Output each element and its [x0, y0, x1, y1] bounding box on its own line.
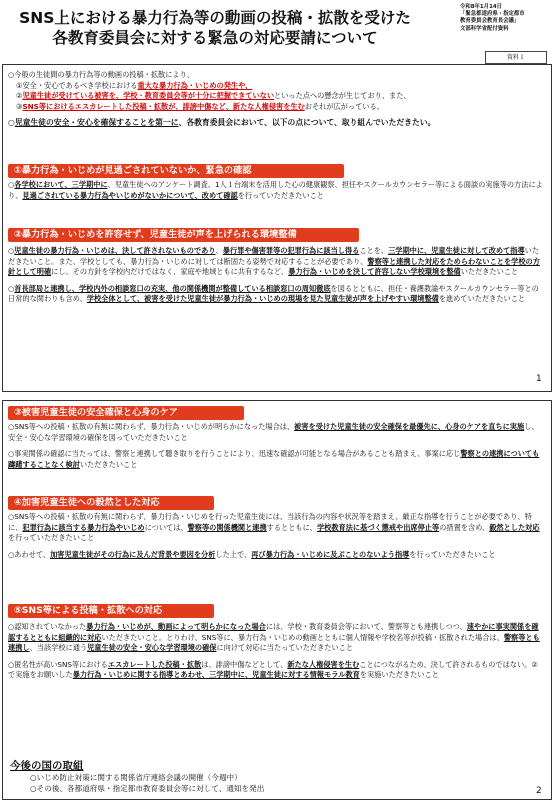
- future-actions-heading: 今後の国の取組: [10, 760, 84, 772]
- future-action-item: ○いじめ防止対策に関する関係省庁連絡会議の開催（今週中）: [30, 773, 242, 782]
- section-2-paragraph-1: ○児童生徒の暴力行為・いじめは、決して許されないものであり、暴行罪や傷害罪等の犯罪行為に該当し得ることを、三学期中に、児童生徒に対して改めて指導いただきたいこと。また、学校としても、暴力行為・いじめに対しては断固たる姿勢で対応することが必要であり、警察等と連携した対応をためらわないことを学校の方針として明確にし、その方針を学校内だけではなく、家庭や地域ともに共有するなど、暴力行為・いじめを決して許容しない学校環境を整備いただきたいこと: [8, 246, 540, 276]
- section-3-paragraph-1: ○SNS等への投稿・拡散の有無に関わらず、暴力行為・いじめが明らかになった場合は、被害を受けた児童生徒の安全確保を最優先に、心身のケアを直ちに実施し、安全・安心な学習環境の確保を図っていただきたいこと: [8, 422, 539, 442]
- meta-date: 令和8年1月14日: [460, 4, 502, 10]
- meeting-meta: [460, 4, 552, 33]
- section-4-body: [8, 512, 544, 560]
- page-title-line1: SNS上における暴力行為等の動画の投稿・拡散を受けた: [19, 9, 411, 27]
- section-3-heading: ③被害児童生徒の安全確保と心身のケア: [8, 406, 244, 420]
- intro-point-1: ①安全・安心であるべき学校における重大な暴力行為・いじめの発生や、: [16, 80, 253, 90]
- section-3-body: [8, 422, 544, 470]
- section-1-body: [8, 180, 544, 201]
- section-4-paragraph-1: ○SNS等への投稿・拡散の有無に関わらず、暴力行為・いじめを行った児童生徒には、当該行為の内容や状況等を踏まえ、厳正な指導を行うことが必要であり、特に、犯罪行為に該当する暴力行為やいじめについては、警察等の関係機関と連携するとともに、学校教育法に基づく懲戒や出席停止等の措置を含め、毅然とした対応を行っていただきたいこと: [8, 512, 540, 542]
- section-5-paragraph-1: ○認知されていなかった暴力行為・いじめが、動画によって明らかになった場合には、学校・教育委員会等において、警察等とも連携しつつ、速やかに事実関係を確認するとともに組織的に対応いただきたいこと。とりわけ、SNS等に、暴力行為・いじめの動画とともに個人情報や学校名等が投稿・拡散された場合は、警察等とも連携し、当該学校に通う児童生徒の安全・安心な学習環境の確保に向けて対応に当たっていただきたいこと: [8, 622, 540, 652]
- section-4-paragraph-2: ○あわせて、加害児童生徒がその行為に及んだ背景や要因を分析した上で、再び暴力行為・いじめに及ぶことのないよう指導を行っていただきたいこと: [8, 549, 496, 559]
- meta-line: 教育委員会教育長会議」: [460, 18, 520, 25]
- intro-line: ○今般の生徒間の暴力行為等の動画の投稿・拡散により、: [8, 70, 194, 79]
- future-action-item: ○その後、各都道府県・指定都市教育委員会等に対して、通知を発出: [30, 784, 265, 793]
- page-number: 1: [536, 374, 542, 384]
- section-2-body: [8, 246, 544, 305]
- section-3-paragraph-2: ○事実関係の確認に当たっては、警察と連携して聴き取りを行うことにより、迅速な確認が可能となる場合があることも踏まえ、事案に応じ警察との連携についても躊躇することなく検討いただきたいこと: [8, 449, 540, 469]
- page-title-line2: 各教育委員会に対する緊急の対応要請について: [52, 29, 378, 47]
- section-5-paragraph-2: ○匿名性が高いSNS等におけるエスカレートした投稿・拡散は、誹謗中傷などとして、新たな人権侵害を生むことにつながるため、決して許されるものではない。②で実施をお願いした暴力行為・いじめに関する指導とあわせ、三学期中に、児童生徒に対する情報モラル教育を実施いただきたいこと: [8, 659, 538, 679]
- section-1-heading: ①暴力行為・いじめが見過ごされていないか、緊急の確認: [8, 164, 344, 178]
- intro-block: [8, 70, 544, 129]
- future-actions-list: [30, 772, 510, 794]
- section-5-heading: ⑤SNS等による投稿・拡散への対応: [8, 604, 214, 618]
- page-number: 2: [536, 786, 542, 796]
- section-2-paragraph-2: ○首長部局と連携し、学校内外の相談窓口の充実、他の関係機関が整備している相談窓口の周知徹底を図るとともに、担任・養護教諭やスクールカウンセラー等との日常的な関わりも含め、学校全体として、被害を受けた児童生徒が暴力行為・いじめの現場を見た児童生徒が声を上げやすい環境整備を進めていただきたいこと: [8, 283, 539, 303]
- section-5-body: [8, 622, 544, 681]
- document-label: 資料１: [485, 51, 547, 64]
- intro-point-3: ③SNS等におけるエスカレートした投稿・拡散が、誹謗中傷など、新たな人権侵害を生むおそれが広がっている。: [16, 101, 384, 111]
- meta-line: 「緊急都道府県・指定都市: [460, 11, 525, 18]
- section-1-paragraph: ○各学校において、三学期中に、児童生徒へのアンケート調査、1人１台端末を活用した心の健康観察、担任やスクールカウンセラー等による面談の実施等の方法により、見過ごされている暴力行為やいじめがないかについて、改めて確認を行っていただきたいこと: [8, 180, 543, 200]
- intro-request: ○児童生徒の安全・安心を確保することを第一に、各教育委員会において、以下の点について、取り組んでいただきたい。: [8, 118, 436, 127]
- meta-line: 文部科学省配付資料: [460, 25, 509, 32]
- section-2-heading: ②暴力行為・いじめを許容せず、児童生徒が声を上げられる環境整備: [8, 228, 359, 242]
- section-4-heading: ④加害児童生徒への毅然とした対応: [8, 496, 214, 510]
- intro-point-2: ②児童生徒が受けている被害を、学校・教育委員会等が十分に把握できていないといった点への懸念が生じており、また、: [16, 91, 411, 100]
